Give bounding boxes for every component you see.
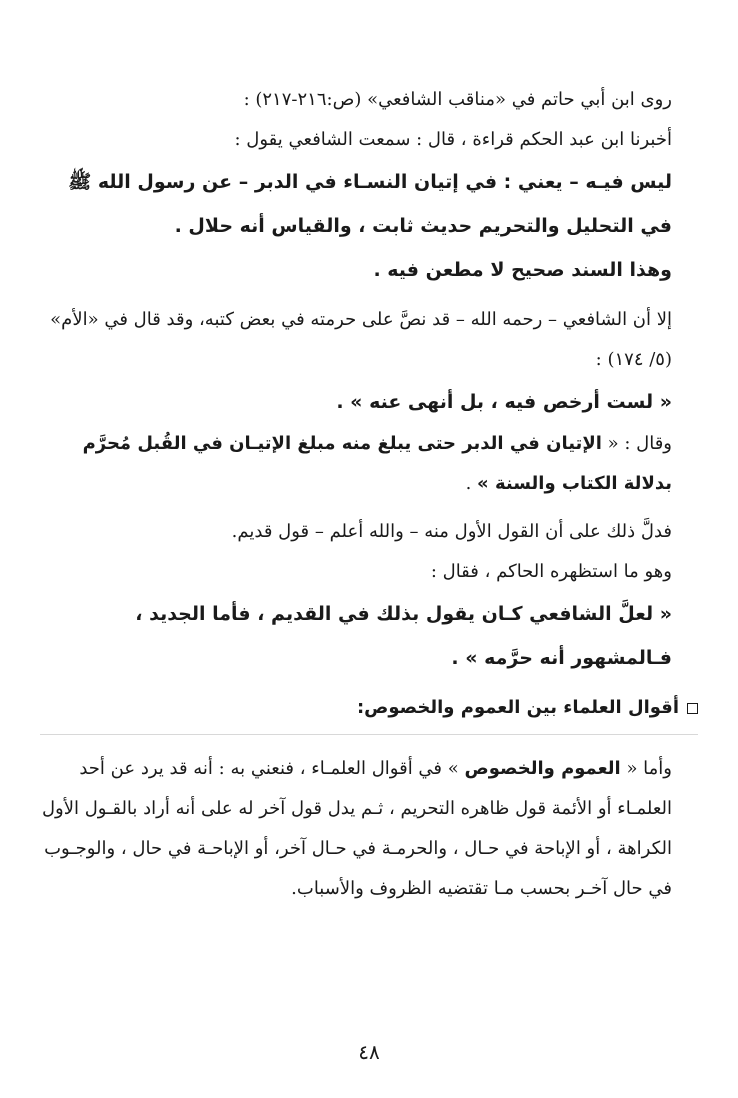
paragraph-1: روى ابن أبي حاتم في «مناقب الشافعي» (ص:٢١٦-٢١٧) :: [243, 89, 672, 110]
section-heading: [40, 688, 698, 735]
paragraph-9: وهو ما استظهره الحاكم ، فقال :: [430, 561, 672, 582]
paragraph-11: [40, 749, 698, 909]
p11-rest: » في أقوال العلمـاء ، فنعني به : أنه قد يرد عن أحد العلمـاء أو الأئمة قول ظاهره التحريم ، ثـم يدل قول آخر له على أنه أراد بالقـول الأول الكراهة ، أو الإباحة في حـال ، والحرمـة في حـال آخر، أو الإباحـة في حال ، والوجـوب في حال آخـر بحسب مـا تقتضيه الظروف والأسباب.: [41, 758, 672, 899]
p11-prefix: وأما «: [620, 758, 672, 779]
paragraph-7: [40, 424, 698, 504]
p11-term: العموم والخصوص: [464, 758, 621, 779]
p7-prefix: وقال : «: [601, 433, 672, 454]
square-bullet-icon: [687, 703, 698, 714]
paragraph-5: إلا أن الشافعي – رحمه الله – قد نصَّ على حرمته في بعض كتبه، وقد قال في «الأم» (٥/ ١٧٤) :: [50, 309, 672, 370]
page-body: [40, 80, 698, 909]
p7-quote: الإتيان في الدبر حتى يبلغ منه مبلغ الإتيـان في القُبل مُحرَّم بدلالة الكتاب والسنة »: [82, 433, 672, 494]
section-heading-text: أقوال العلماء بين العموم والخصوص:: [356, 697, 679, 718]
paragraph-2: أخبرنا ابن عبد الحكم قراءة ، قال : سمعت الشافعي يقول :: [234, 129, 672, 150]
paragraph-sanad: وهذا السند صحيح لا مطعن فيه .: [373, 259, 672, 281]
paragraph-8: فدلَّ ذلك على أن القول الأول منه – والله أعلم – قول قديم.: [231, 521, 672, 542]
quote-shafii-1: ليس فيـه – يعني : في إتيان النسـاء في الدبر – عن رسول الله ﷺ في التحليل والتحريم حديث ثابت ، والقياس أنه حلال .: [68, 171, 672, 237]
quote-hakim: « لعلَّ الشافعي كـان يقول بذلك في القديم ، فأما الجديد ، فـالمشهور أنه حرَّمه » .: [135, 603, 672, 669]
page-number: ٤٨: [358, 1040, 380, 1064]
p7-suffix: .: [465, 473, 478, 494]
quote-al-umm: « لست أرخص فيه ، بل أنهى عنه » .: [336, 391, 672, 413]
